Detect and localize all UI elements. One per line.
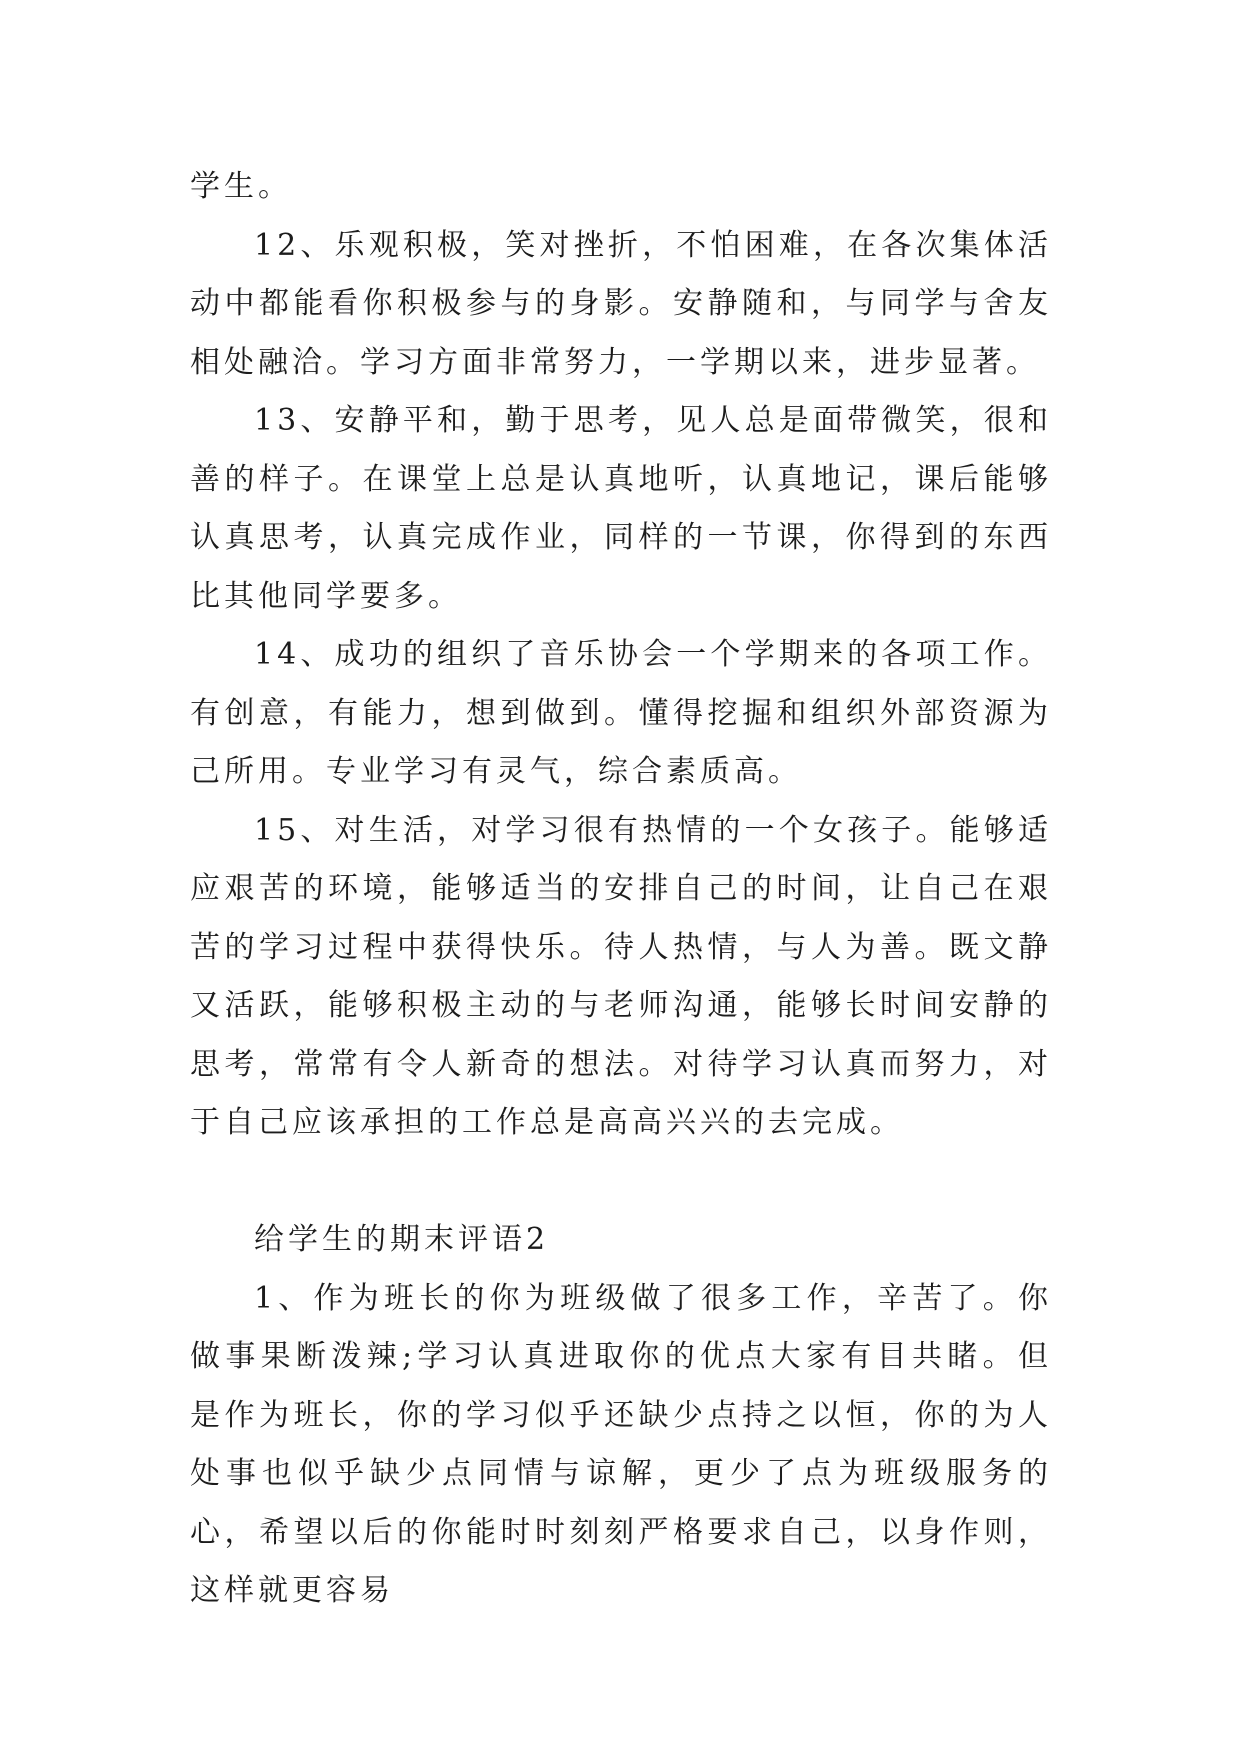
section-heading: 给学生的期末评语2: [254, 1222, 550, 1257]
comment-item-12: 12、乐观积极，笑对挫折，不怕困难，在各次集体活动中都能看你积极参与的身影。安静随和，与同学与舍友相处融洽。学习方面非常努力，一学期以来，进步显著。: [190, 227, 1052, 380]
comment-item-13: 13、安静平和，勤于思考，见人总是面带微笑，很和善的样子。在课堂上总是认真地听，认真地记，课后能够认真思考，认真完成作业，同样的一节课，你得到的东西比其他同学要多。: [190, 403, 1052, 614]
continuation-text: 学生。: [190, 169, 292, 204]
comment-item-1: 1、作为班长的你为班级做了很多工作，辛苦了。你做事果断泼辣;学习认真进取你的优点大家有目共睹。但是作为班长，你的学习似乎还缺少点持之以恒，你的为人处事也似乎缺少点同情与谅解，更少了点为班级服务的心，希望以后的你能时时刻刻严格要求自己，以身作则，这样就更容易: [190, 1280, 1052, 1608]
comment-item-15: 15、对生活，对学习很有热情的一个女孩子。能够适应艰苦的环境，能够适当的安排自己的时间，让自己在艰苦的学习过程中获得快乐。待人热情，与人为善。既文静又活跃，能够积极主动的与老师沟通，能够长时间安静的思考，常常有令人新奇的想法。对待学习认真而努力，对于自己应该承担的工作总是高高兴兴的去完成。: [190, 812, 1052, 1140]
document-body: [190, 158, 1052, 1621]
comment-item-14: 14、成功的组织了音乐协会一个学期来的各项工作。有创意，有能力，想到做到。懂得挖掘和组织外部资源为己所用。专业学习有灵气，综合素质高。: [190, 637, 1052, 789]
section-spacer: [190, 1153, 1052, 1212]
